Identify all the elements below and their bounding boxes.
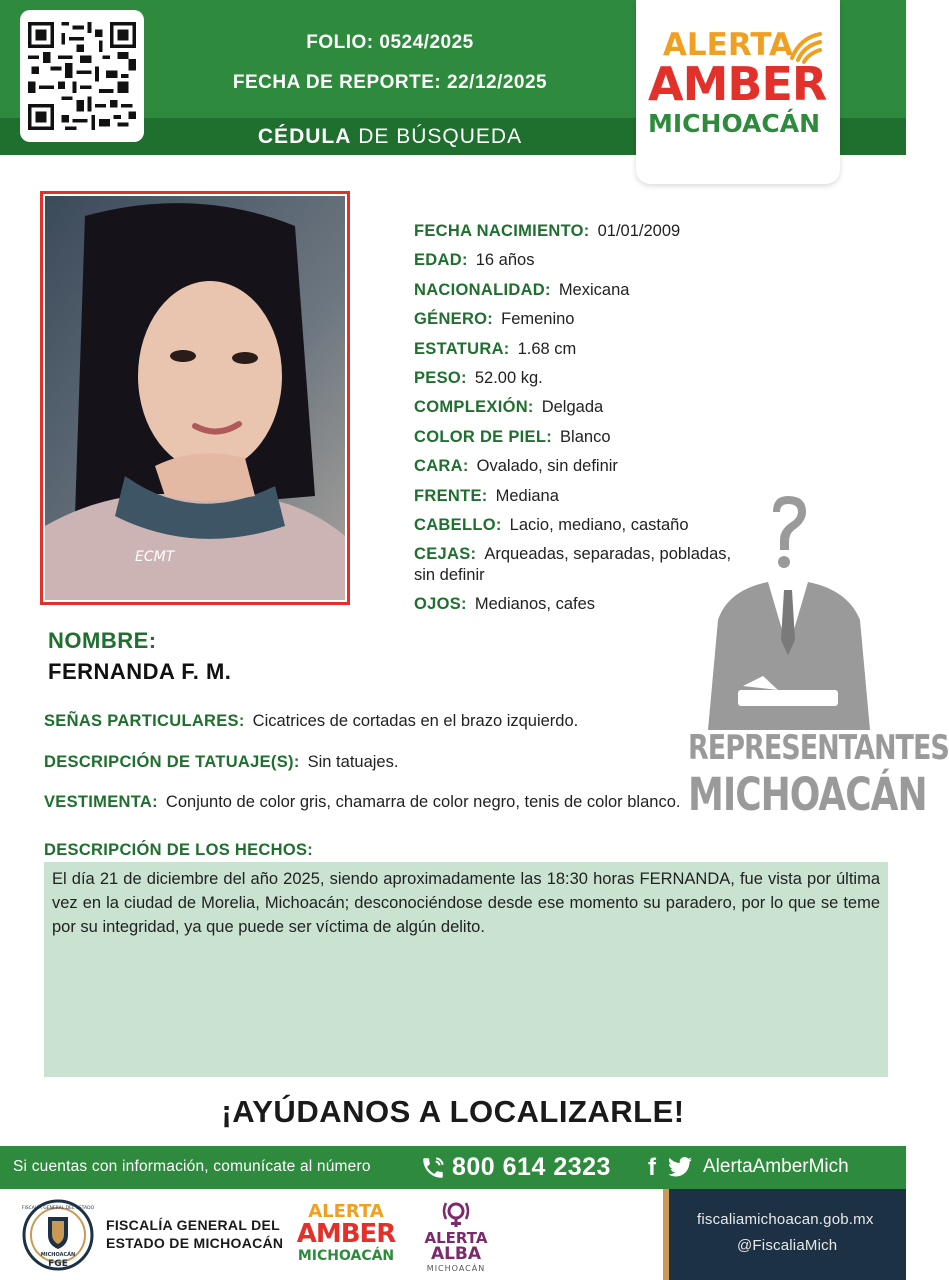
fge-name — [106, 1216, 283, 1252]
twitter-icon[interactable] — [668, 1156, 692, 1178]
watermark-line1: REPRESENTANTES — [688, 729, 949, 768]
contact-text: Si cuentas con información, comunícate al número — [13, 1158, 371, 1175]
folio — [150, 32, 630, 54]
signal-waves-icon — [786, 28, 826, 64]
detail-label: OJOS: — [414, 595, 467, 614]
footer-alerta-amber-logo — [296, 1203, 396, 1263]
website-link[interactable]: fiscaliamichoacan.gob.mx — [697, 1211, 874, 1228]
watermark-line2: MICHOACÁN — [688, 769, 927, 822]
detail-row — [414, 217, 744, 246]
detail-label: CEJAS: — [414, 545, 477, 564]
qr-code-icon — [28, 18, 136, 134]
detail-label: FRENTE: — [414, 486, 488, 505]
footer-links-panel — [663, 1189, 906, 1280]
logo-line-michoacan: MICHOACÁN — [648, 109, 820, 138]
document-title-rest: DE BÚSQUEDA — [358, 125, 523, 148]
detail-value: Femenino — [501, 310, 575, 329]
detail-value: Mexicana — [558, 280, 630, 299]
distinguishing-marks — [44, 712, 578, 731]
detail-value: Arqueadas, separadas, pobladas, sin definir — [414, 545, 732, 585]
alba-line1: ALERTA — [424, 1229, 488, 1247]
clothing-label: VESTIMENTA: — [44, 793, 158, 811]
detail-row — [414, 276, 744, 305]
tattoos-value: Sin tatuajes. — [307, 753, 399, 771]
alerta-amber-logo — [648, 27, 827, 138]
detail-label: FECHA NACIMIENTO: — [414, 222, 590, 240]
document-title — [150, 125, 630, 149]
folio-label: FOLIO: — [306, 32, 374, 53]
phone-number-link[interactable]: 800 614 2323 — [452, 1153, 611, 1181]
logo-line-alerta: ALERTA — [662, 27, 794, 63]
detail-value: 01/01/2009 — [597, 222, 681, 240]
detail-value: Ovalado, sin definir — [476, 457, 618, 476]
footer-logo-alerta: ALERTA — [308, 1201, 384, 1222]
detail-value: 52.00 kg. — [474, 369, 543, 388]
call-to-action: ¡AYÚDANOS A LOCALIZARLE! — [221, 1094, 685, 1129]
detail-value: 16 años — [475, 251, 535, 270]
phone-icon — [420, 1155, 446, 1181]
logo-line-amber: AMBER — [648, 57, 827, 111]
contact-bar — [0, 1146, 906, 1189]
detail-value: 1.68 cm — [517, 339, 577, 358]
report-date — [150, 72, 630, 94]
detail-label: PESO: — [414, 369, 467, 388]
fge-name-line2: ESTADO DE MICHOACÁN — [106, 1235, 284, 1251]
detail-row — [414, 423, 744, 452]
name-value: FERNANDA F. M. — [48, 659, 232, 684]
detail-value: Delgada — [541, 398, 604, 417]
distinguishing-marks-label: SEÑAS PARTICULARES: — [44, 712, 245, 730]
report-date-value: 22/12/2025 — [447, 72, 548, 93]
social-handle-link[interactable]: AlertaAmberMich — [703, 1156, 849, 1177]
name-label: NOMBRE: — [48, 628, 157, 653]
clothing-value: Conjunto de color gris, chamarra de color negro, tenis de color blanco. — [165, 793, 681, 811]
detail-label: GÉNERO: — [414, 310, 494, 329]
detail-label: CARA: — [414, 457, 469, 476]
detail-label: ESTATURA: — [414, 339, 510, 358]
qr-code[interactable] — [20, 10, 144, 142]
portrait-illustration — [45, 196, 345, 600]
detail-label: CABELLO: — [414, 516, 502, 535]
fiscalia-social-link[interactable]: @FiscaliaMich — [737, 1237, 838, 1254]
detail-label: COLOR DE PIEL: — [414, 427, 553, 446]
seal-top-text: FISCALÍA GENERAL DEL ESTADO — [21, 1206, 95, 1211]
distinguishing-marks-value: Cicatrices de cortadas en el brazo izquierdo. — [252, 712, 579, 730]
clothing — [44, 793, 680, 812]
detail-row — [414, 393, 744, 422]
missing-person-photo — [40, 191, 350, 605]
folio-value: 0524/2025 — [379, 32, 474, 53]
facts-description: El día 21 de diciembre del año 2025, siendo aproximadamente las 18:30 horas FERNANDA, fue vista por última vez en la ciudad de Morelia, Michoacán; desconociéndose desde ese momento su paradero, por lo que se teme por su integridad, ya que puede ser víctima de algún delito. — [44, 862, 888, 1077]
footer-logo-amber: AMBER — [296, 1219, 396, 1249]
detail-row — [414, 335, 744, 364]
footer — [0, 1189, 906, 1280]
alba-line2: ALBA — [430, 1244, 482, 1264]
alerta-amber-logo-card — [636, 0, 840, 184]
seal-mid-text: MICHOACÁN — [40, 1252, 76, 1258]
detail-row — [414, 305, 744, 334]
detail-label: NACIONALIDAD: — [414, 280, 551, 299]
fge-name-line1: FISCALÍA GENERAL DEL — [106, 1217, 281, 1233]
alba-line3: MICHOACÁN — [426, 1264, 486, 1273]
detail-value: Mediana — [495, 486, 559, 505]
tattoos — [44, 753, 398, 772]
alerta-alba-logo — [414, 1231, 498, 1273]
document-title-bold: CÉDULA — [257, 125, 352, 148]
alerta-alba-icon — [440, 1197, 472, 1231]
detail-label: COMPLEXIÓN: — [414, 398, 534, 417]
footer-logo-michoacan: MICHOACÁN — [297, 1248, 395, 1264]
detail-value: Blanco — [560, 427, 611, 446]
report-date-label: FECHA DE REPORTE: — [232, 72, 442, 93]
facts-label: DESCRIPCIÓN DE LOS HECHOS: — [44, 841, 314, 859]
detail-label: EDAD: — [414, 251, 468, 270]
detail-row — [414, 364, 744, 393]
detail-row — [414, 246, 744, 275]
detail-value: Lacio, mediano, castaño — [509, 516, 689, 535]
shirt-text: ECMT — [135, 549, 175, 565]
fge-seal-icon — [22, 1199, 94, 1271]
detail-row — [414, 452, 744, 481]
facebook-icon[interactable]: f — [648, 1154, 656, 1181]
detail-value: Medianos, cafes — [474, 595, 596, 614]
tattoos-label: DESCRIPCIÓN DE TATUAJE(S): — [44, 753, 300, 771]
seal-bottom-text: FGE — [48, 1259, 68, 1269]
